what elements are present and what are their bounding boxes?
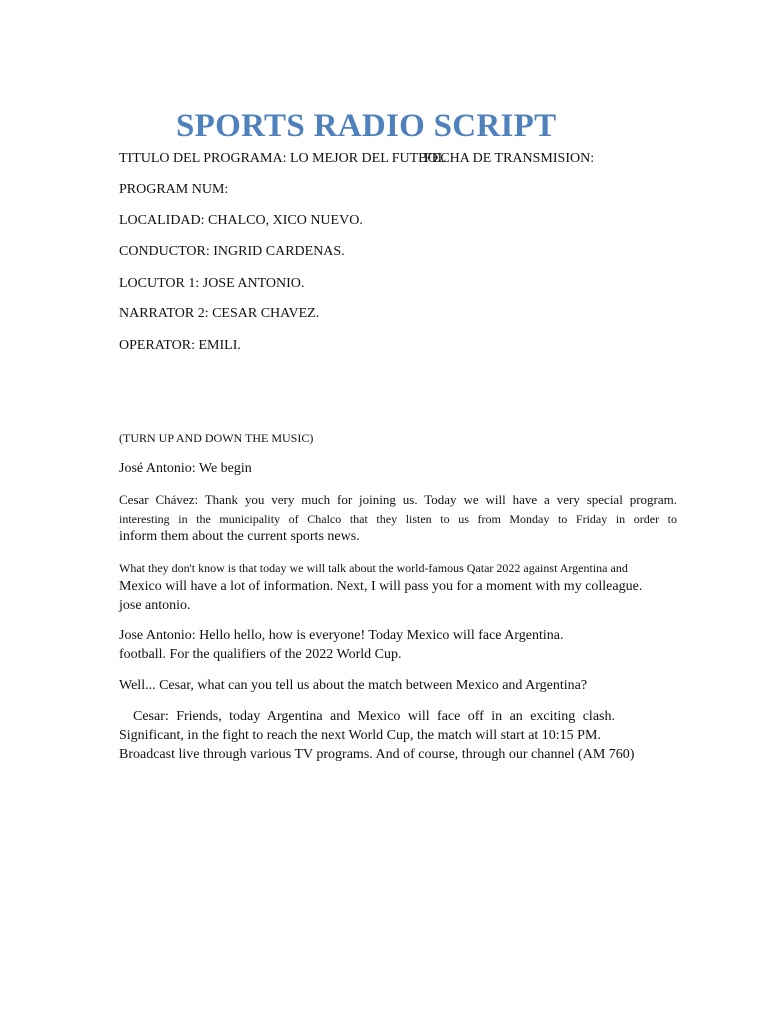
broadcast-date-line: FECHA DE TRANSMISION: bbox=[424, 151, 595, 166]
program-number-line: PROGRAM NUM: bbox=[119, 182, 229, 197]
jose-question-line: Well... Cesar, what can you tell us about the match between Mexico and Argentina? bbox=[119, 678, 588, 693]
cesar-match-line-2: Significant, in the fight to reach the next World Cup, the match will start at 10:15 PM. bbox=[119, 728, 601, 743]
cesar-qatar-line-1: What they don't know is that today we will talk about the world-famous Qatar 2022 against Argentina and bbox=[119, 561, 628, 575]
cesar-intro-line-2: interesting in the municipality of Chalco that they listen to us from Monday to Friday in order to bbox=[119, 512, 677, 526]
cesar-match-line-3: Broadcast live through various TV programs. And of course, through our channel (AM 760) bbox=[119, 747, 635, 762]
program-title-line: TITULO DEL PROGRAMA: LO MEJOR DEL FUTBOL bbox=[119, 151, 447, 166]
cesar-intro-line-3: inform them about the current sports news. bbox=[119, 529, 360, 544]
narrator-line: NARRATOR 2: CESAR CHAVEZ. bbox=[119, 306, 320, 321]
cesar-intro-line-1: Cesar Chávez: Thank you very much for joining us. Today we will have a very special program. bbox=[119, 492, 677, 507]
conductor-line: CONDUCTOR: INGRID CARDENAS. bbox=[119, 244, 345, 259]
jose-hello-line-1: Jose Antonio: Hello hello, how is everyone! Today Mexico will face Argentina. bbox=[119, 628, 564, 643]
announcer-line: LOCUTOR 1: JOSE ANTONIO. bbox=[119, 276, 305, 291]
cesar-qatar-line-3: jose antonio. bbox=[119, 598, 191, 613]
locality-line: LOCALIDAD: CHALCO, XICO NUEVO. bbox=[119, 213, 363, 228]
cesar-match-line-1: Cesar: Friends, today Argentina and Mexico will face off in an exciting clash. bbox=[133, 709, 615, 724]
cesar-qatar-line-2: Mexico will have a lot of information. Next, I will pass you for a moment with my colleague. bbox=[119, 579, 643, 594]
music-cue: (TURN UP AND DOWN THE MUSIC) bbox=[119, 431, 314, 445]
document-title: SPORTS RADIO SCRIPT bbox=[176, 108, 557, 144]
jose-begin-line: José Antonio: We begin bbox=[119, 461, 252, 476]
jose-hello-line-2: football. For the qualifiers of the 2022 World Cup. bbox=[119, 647, 402, 662]
operator-line: OPERATOR: EMILI. bbox=[119, 338, 241, 353]
